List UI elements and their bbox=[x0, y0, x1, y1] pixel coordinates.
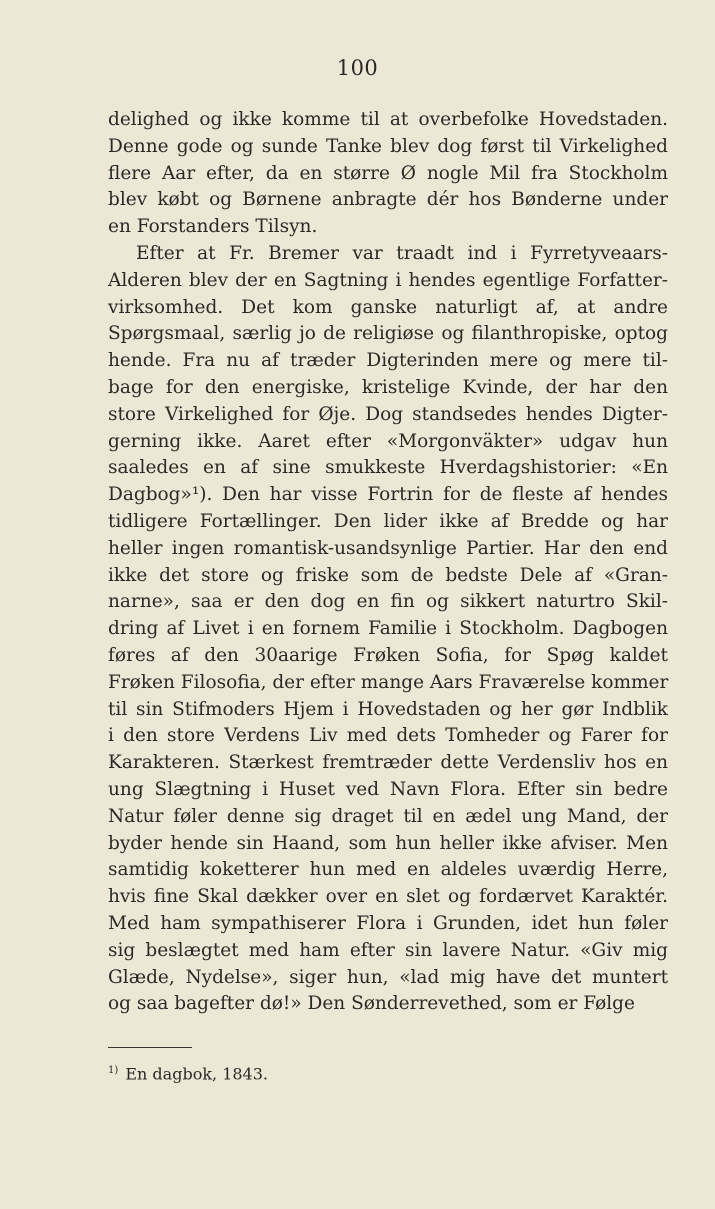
text-line: ung Slægtning i Huset ved Navn Flora. Efter sin bedre bbox=[108, 778, 668, 800]
text-line: føres af den 30aarige Frøken Sofia, for Spøg kaldet bbox=[108, 644, 668, 666]
text-line: delighed og ikke komme til at overbefolke Hovedstaden. bbox=[108, 109, 668, 130]
footnote-marker: 1) bbox=[108, 1065, 119, 1076]
text-line: heller ingen romantisk-usandsynlige Partier. Har den end bbox=[108, 537, 668, 559]
text-line: saaledes en af sine smukkeste Hverdagshistorier: «En bbox=[108, 457, 668, 479]
text-line: Med ham sympathiserer Flora i Grunden, idet hun føler bbox=[108, 912, 668, 934]
page-number: 100 bbox=[336, 56, 379, 80]
text-line: hende. Fra nu af træder Digterinden mere og mere til- bbox=[108, 350, 668, 372]
text-line: byder hende sin Haand, som hun heller ikke afviser. Men bbox=[108, 832, 668, 854]
text-line: Frøken Filosofia, der efter mange Aars Fraværelse kommer bbox=[108, 671, 669, 693]
text-line: Glæde, Nydelse», siger hun, «lad mig have det muntert bbox=[108, 966, 668, 988]
text-line: ikke det store og friske som de bedste Dele af «Gran- bbox=[108, 564, 668, 586]
footnote bbox=[108, 1060, 268, 1085]
text-line: bage for den energiske, kristelige Kvinde, der har den bbox=[108, 376, 668, 398]
body-text bbox=[108, 107, 668, 1018]
text-line: dring af Livet i en fornem Familie i Stockholm. Dagbogen bbox=[108, 618, 668, 640]
text-line: i den store Verdens Liv med dets Tomheder og Farer for bbox=[108, 725, 668, 747]
text-line: Efter at Fr. Bremer var traadt ind i Fyrretyveaars- bbox=[136, 242, 668, 264]
text-line: blev købt og Børnene anbragte dér hos Bønderne under bbox=[108, 189, 668, 211]
text-line: narne», saa er den dog en fin og sikkert naturtro Skil- bbox=[108, 591, 668, 613]
text-line: en Forstanders Tilsyn. bbox=[108, 216, 318, 238]
text-line: Karakteren. Stærkest fremtræder dette Verdensliv hos en bbox=[108, 752, 668, 774]
text-line: og saa bagefter dø!» Den Sønderrevethed, som er Følge bbox=[108, 993, 635, 1015]
text-line: til sin Stifmoders Hjem i Hovedstaden og her gør Indblik bbox=[108, 698, 668, 720]
text-line: Spørgsmaal, særlig jo de religiøse og filanthropiske, optog bbox=[108, 323, 668, 345]
text-line: gerning ikke. Aaret efter «Morgonväkter» udgav hun bbox=[108, 430, 668, 452]
text-line: samtidig koketterer hun med en aldeles uværdig Herre, bbox=[108, 859, 668, 881]
text-line: store Virkelighed for Øje. Dog standsedes hendes Digter- bbox=[108, 403, 668, 425]
text-line: virksomhed. Det kom ganske naturligt af, at andre bbox=[108, 296, 668, 318]
text-line: sig beslægtet med ham efter sin lavere Natur. «Giv mig bbox=[108, 939, 668, 961]
text-line: Natur føler denne sig draget til en ædel ung Mand, der bbox=[108, 805, 668, 827]
text-line: Dagbog»¹). Den har visse Fortrin for de fleste af hendes bbox=[108, 484, 668, 506]
text-line: Alderen blev der en Sagtning i hendes egentlige Forfatter- bbox=[108, 269, 668, 291]
footnote-divider bbox=[108, 1047, 192, 1048]
text-line: flere Aar efter, da en større Ø nogle Mil fra Stockholm bbox=[108, 162, 668, 184]
footnote-text: En dagbok, 1843. bbox=[125, 1064, 268, 1084]
text-line: tidligere Fortællinger. Den lider ikke af Bredde og har bbox=[108, 510, 668, 532]
text-line: Denne gode og sunde Tanke blev dog først til Virkelighed bbox=[108, 135, 668, 157]
text-line: hvis fine Skal dækker over en slet og fordærvet Karaktér. bbox=[108, 886, 668, 908]
